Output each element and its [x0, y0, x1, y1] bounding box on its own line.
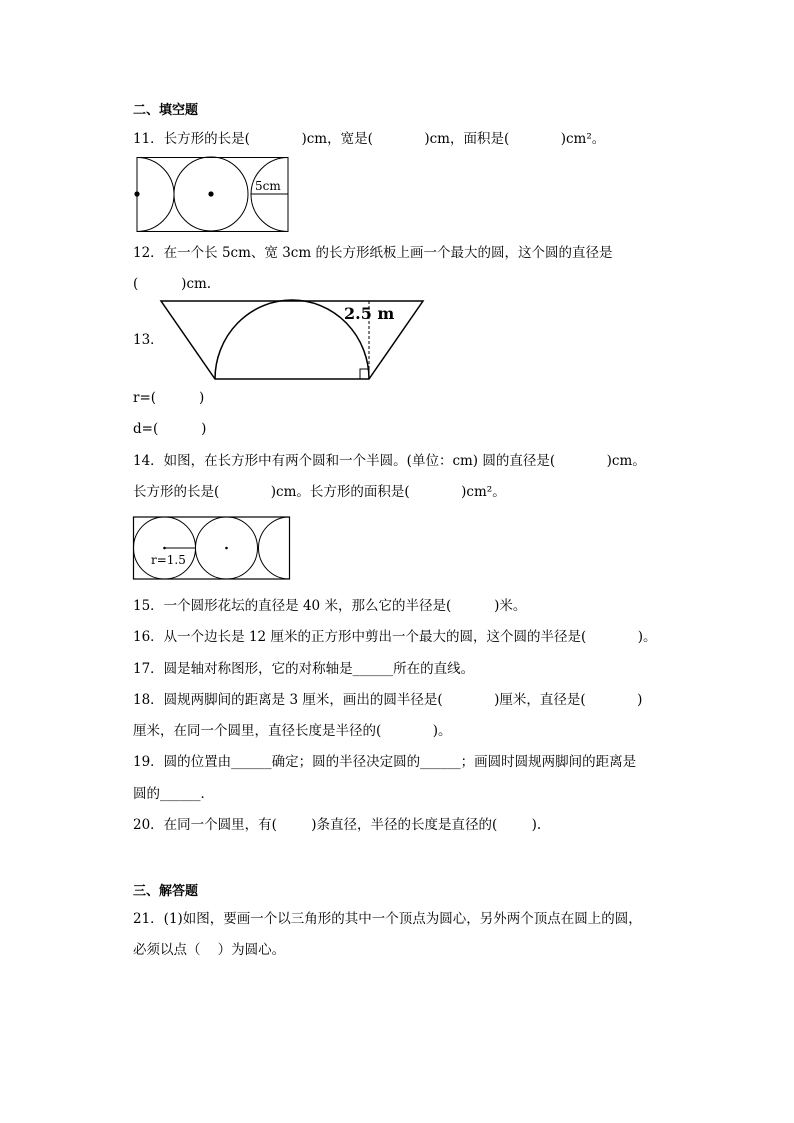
- question-13-radius: r=( ): [133, 390, 205, 406]
- question-12-line1: 12．在一个长 5cm、宽 3cm 的长方形纸板上画一个最大的圆，这个圆的直径是: [133, 245, 613, 261]
- q13-figure-label: 2.5 m: [344, 304, 395, 323]
- question-20: 20．在同一个圆里，有( )条直径，半径的长度是直径的( ).: [133, 817, 542, 833]
- section-heading-fill-in: 二、填空题: [133, 103, 199, 118]
- question-11: 11．长方形的长是( )cm，宽是( )cm，面积是( )cm²。: [133, 131, 606, 147]
- question-19-line1: 19．圆的位置由______确定；圆的半径决定圆的______；画圆时圆规两脚间的距离是: [133, 754, 637, 770]
- question-14-line1: 14．如图，在长方形中有两个圆和一个半圆。(单位：cm) 圆的直径是( )cm。: [133, 453, 646, 469]
- question-13-number: 13．: [133, 332, 164, 348]
- question-12-line2: ( )cm.: [133, 276, 212, 292]
- question-16: 16．从一个边长是 12 厘米的正方形中剪出一个最大的圆，这个圆的半径是( )。: [133, 629, 657, 645]
- question-21-line2: 必须以点（ ）为圆心。: [133, 942, 286, 958]
- question-18-line2: 厘米，在同一个圆里，直径长度是半径的( )。: [133, 723, 452, 739]
- q14-figure-label: r=1.5: [151, 553, 186, 567]
- q14-figure: [133, 516, 291, 582]
- question-14-line2: 长方形的长是( )cm。长方形的面积是( )cm²。: [133, 484, 506, 500]
- q11-figure-label: 5cm: [255, 179, 281, 193]
- question-15: 15．一个圆形花坛的直径是 40 米，那么它的半径是( )米。: [133, 598, 527, 614]
- q11-figure: [136, 157, 290, 232]
- section-heading-answer: 三、解答题: [133, 884, 199, 899]
- question-18-line1: 18．圆规两脚间的距离是 3 厘米，画出的圆半径是( )厘米，直径是( ): [133, 692, 643, 708]
- question-21-line1: 21．(1)如图，要画一个以三角形的其中一个顶点为圆心，另外两个顶点在圆上的圆，: [133, 911, 642, 927]
- question-13-diameter: d=( ): [133, 421, 207, 437]
- question-19-line2: 圆的______．: [133, 786, 214, 802]
- question-17: 17．圆是轴对称图形，它的对称轴是______所在的直线。: [133, 661, 475, 677]
- q13-figure: [160, 299, 426, 383]
